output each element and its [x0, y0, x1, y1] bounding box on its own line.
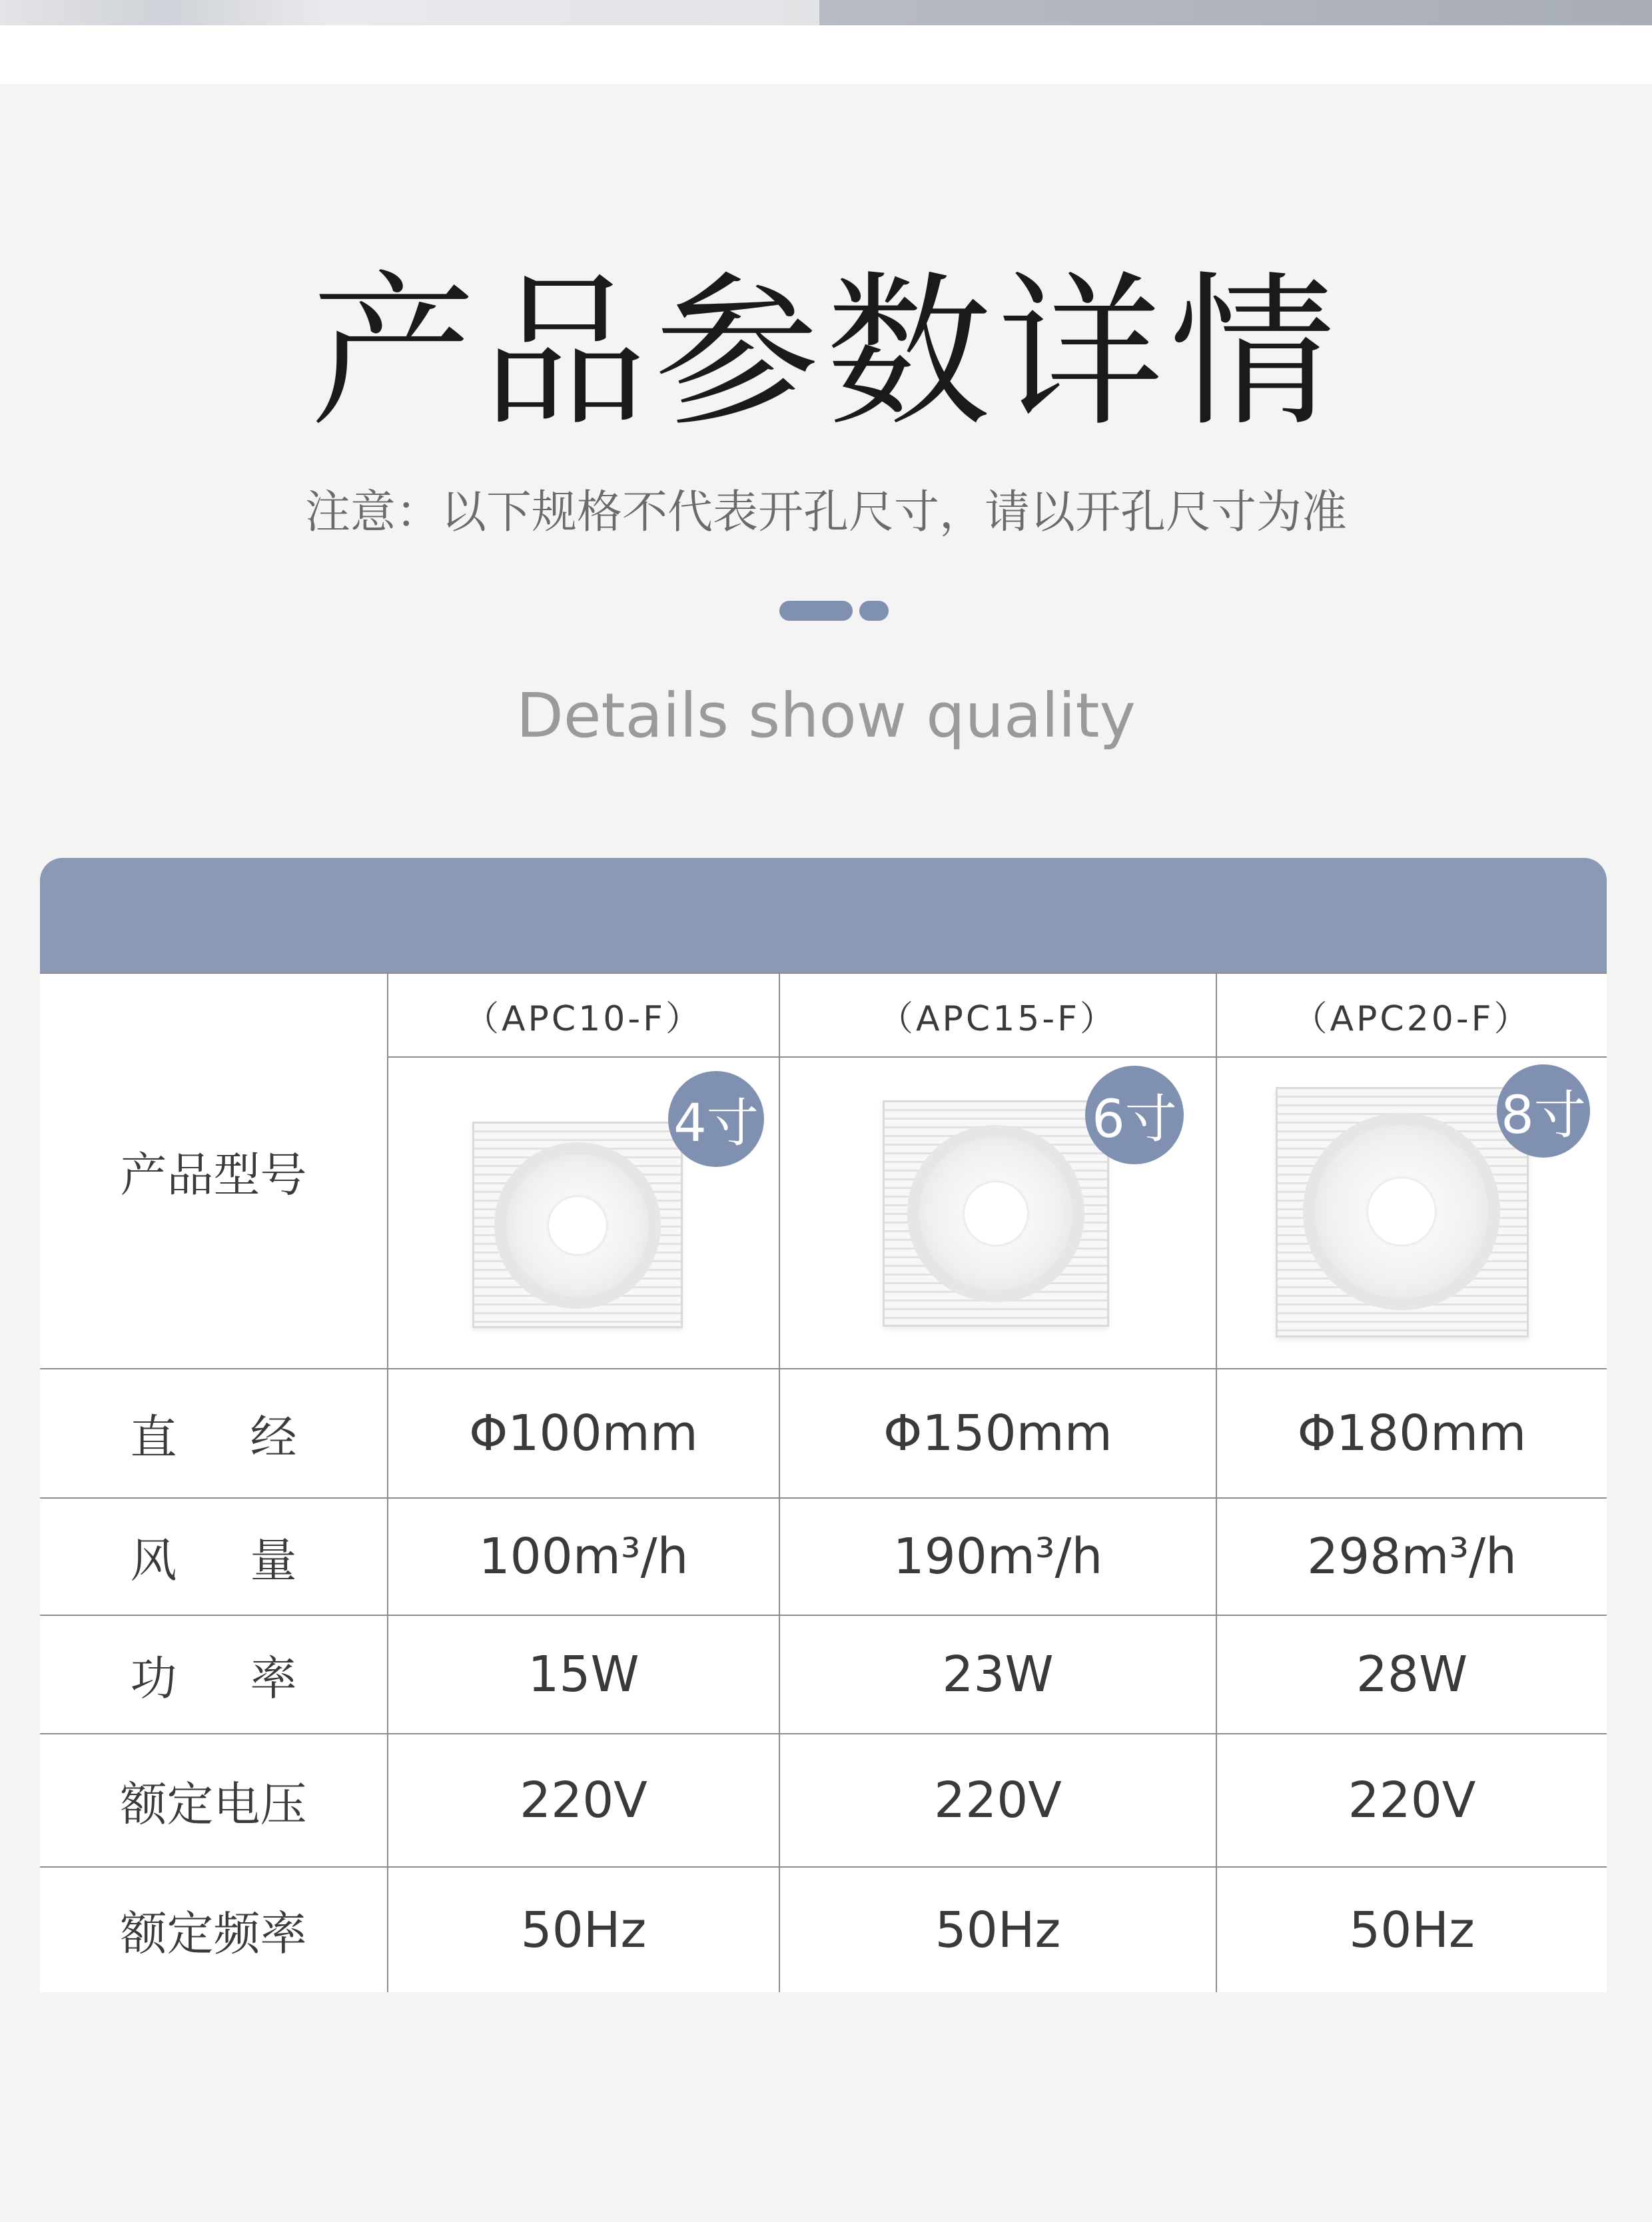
page-subtitle: Details show quality — [516, 680, 1136, 751]
table-cell: 15W — [388, 1615, 779, 1734]
product-image-cell-2 — [779, 1057, 1216, 1369]
decorative-dot — [859, 601, 889, 621]
product-image-cell-1 — [388, 1057, 779, 1369]
table-cell: 190m³/h — [779, 1498, 1216, 1615]
table-cell: Φ180mm — [1216, 1369, 1607, 1498]
table-cell: 220V — [388, 1734, 779, 1867]
table-row — [40, 1615, 1607, 1734]
model-code-2: （APC15-F） — [779, 973, 1216, 1057]
product-image-cell-3 — [1216, 1057, 1607, 1369]
table-cell: 298m³/h — [1216, 1498, 1607, 1615]
spec-table — [40, 972, 1607, 1992]
table-row — [40, 973, 1607, 1057]
row-label-voltage: 额定电压 — [40, 1734, 388, 1867]
table-cell: 28W — [1216, 1615, 1607, 1734]
size-badge: 6寸 — [1085, 1066, 1184, 1164]
row-label-diameter: 直经 — [40, 1369, 388, 1498]
row-label-airflow: 风量 — [40, 1498, 388, 1615]
row-label-power: 功率 — [40, 1615, 388, 1734]
size-badge: 4寸 — [668, 1071, 764, 1167]
exhaust-fan-image — [883, 1100, 1109, 1327]
banner-image-edge-left — [0, 0, 819, 25]
table-cell: 50Hz — [779, 1867, 1216, 1992]
row-label-frequency: 额定频率 — [40, 1867, 388, 1992]
spec-note: 注意：以下规格不代表开孔尺寸，请以开孔尺寸为准 — [304, 486, 1347, 539]
exhaust-fan-image — [472, 1122, 683, 1328]
table-cell: 100m³/h — [388, 1498, 779, 1615]
top-banner-strip — [0, 0, 1652, 84]
size-badge: 8寸 — [1497, 1064, 1590, 1158]
decorative-bar — [779, 601, 853, 621]
fan-hub — [1368, 1178, 1435, 1245]
model-code-3: （APC20-F） — [1216, 973, 1607, 1057]
row-label-model: 产品型号 — [40, 973, 388, 1369]
exhaust-fan-image — [1276, 1087, 1529, 1337]
table-header-bar — [40, 858, 1607, 972]
table-row — [40, 1498, 1607, 1615]
table-row — [40, 1734, 1607, 1867]
spec-table-container — [40, 858, 1607, 1992]
table-cell: Φ150mm — [779, 1369, 1216, 1498]
table-cell: 50Hz — [388, 1867, 779, 1992]
table-row — [40, 1369, 1607, 1498]
fan-hub — [549, 1197, 606, 1254]
fan-hub — [965, 1182, 1027, 1245]
table-cell: 50Hz — [1216, 1867, 1607, 1992]
banner-image-edge-right — [819, 0, 1652, 25]
table-row — [40, 1867, 1607, 1992]
table-cell: Φ100mm — [388, 1369, 779, 1498]
page-title: 产品参数详情 — [310, 257, 1342, 449]
model-code-1: （APC10-F） — [388, 973, 779, 1057]
table-cell: 220V — [1216, 1734, 1607, 1867]
table-cell: 23W — [779, 1615, 1216, 1734]
table-cell: 220V — [779, 1734, 1216, 1867]
